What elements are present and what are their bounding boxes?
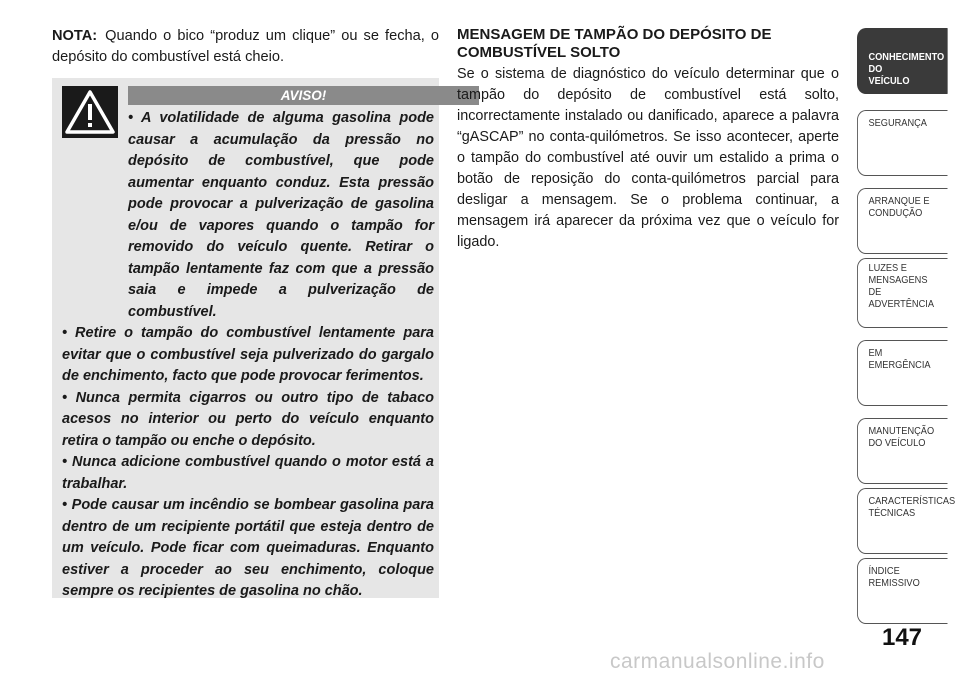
note-label: NOTA:: [52, 28, 98, 44]
section-body: Se o sistema de diagnóstico do veículo determinar que o tampão do depósito de combustível está solto, incorrectamente instalado ou danificado, aparece a palavra “gASCAP” no conta-quilómetros. Se isso acontecer, aperte o tampão do combustível até ouvir um estalido a prima o botão de reposição do conta-quilómetros parcial para desligar a mensagem. Se o problema continuar, a mensagem irá aparecer da próxima vez que o veículo for ligado.: [457, 66, 839, 250]
warning-bullet: • Pode causar um incêndio se bombear gasolina para dentro de um recipiente portátil que esteja dentro de um veículo. Pode ficar com queimaduras. Enquanto estiver a proceder ao seu enchimento, coloque sempre os recipientes de gasolina no chão.: [62, 497, 434, 599]
tab-label: CARACTERÍSTICAS TÉCNICAS: [868, 495, 956, 519]
note-paragraph: [52, 26, 439, 68]
tab-label: ÍNDICE REMISSIVO: [868, 565, 920, 589]
tab-arranque-e-conducao[interactable]: [857, 188, 948, 254]
gascap-section: [457, 26, 839, 253]
tab-em-emergencia[interactable]: [857, 340, 948, 406]
tab-manutencao-do-veiculo[interactable]: [857, 418, 948, 484]
tab-caracteristicas-tecnicas[interactable]: [857, 488, 956, 554]
tab-conhecimento-do-veiculo[interactable]: [857, 28, 948, 94]
tab-label: EM EMERGÊNCIA: [868, 347, 931, 371]
warning-bullet: • Nunca adicione combustível quando o motor está a trabalhar.: [62, 454, 434, 492]
tab-luzes-e-mensagens[interactable]: [857, 258, 948, 328]
tab-label: ARRANQUE E CONDUÇÃO: [868, 195, 930, 219]
tab-seguranca[interactable]: [857, 110, 948, 176]
tab-indice-remissivo[interactable]: [857, 558, 948, 624]
warning-box: [52, 78, 439, 598]
warning-bullet: • Nunca permita cigarros ou outro tipo de tabaco acesos no interior ou perto do veículo enquanto retira o tampão ou enche o depósito.: [62, 389, 434, 449]
tab-label: MANUTENÇÃO DO VEÍCULO: [868, 425, 935, 449]
watermark: carmanualsonline.info: [610, 650, 825, 673]
tab-label: CONHECIMENTO DO VEÍCULO: [868, 51, 945, 87]
warning-title: AVISO!: [128, 86, 479, 105]
warning-bullet: • A volatilidade de alguma gasolina pode causar a acumulação da pressão no depósito de combustível, que pode aumentar enquanto conduz. Esta pressão pode provocar a pulverização de gasolina e/ou de vapores quando o tampão for removido do veículo quente. Retirar o tampão lentamente faz com que a pressão saia e impede a pulverização de combustível.: [128, 110, 434, 320]
tab-label: LUZES E MENSAGENS DE ADVERTÊNCIA: [868, 262, 934, 310]
warning-bullet: • Retire o tampão do combustível lentamente para evitar que o combustível seja pulverizado do gargalo de enchimento, facto que pode provocar ferimentos.: [62, 325, 434, 384]
note-text: Quando o bico “produz um clique” ou se fecha, o depósito do combustível está cheio.: [52, 28, 439, 65]
page-number: 147: [881, 624, 923, 651]
section-heading: MENSAGEM DE TAMPÃO DO DEPÓSITO DE COMBUSTÍVEL SOLTO: [457, 26, 772, 61]
tab-label: SEGURANÇA: [868, 117, 927, 129]
warning-text: [62, 108, 434, 603]
note-block: [52, 26, 439, 68]
